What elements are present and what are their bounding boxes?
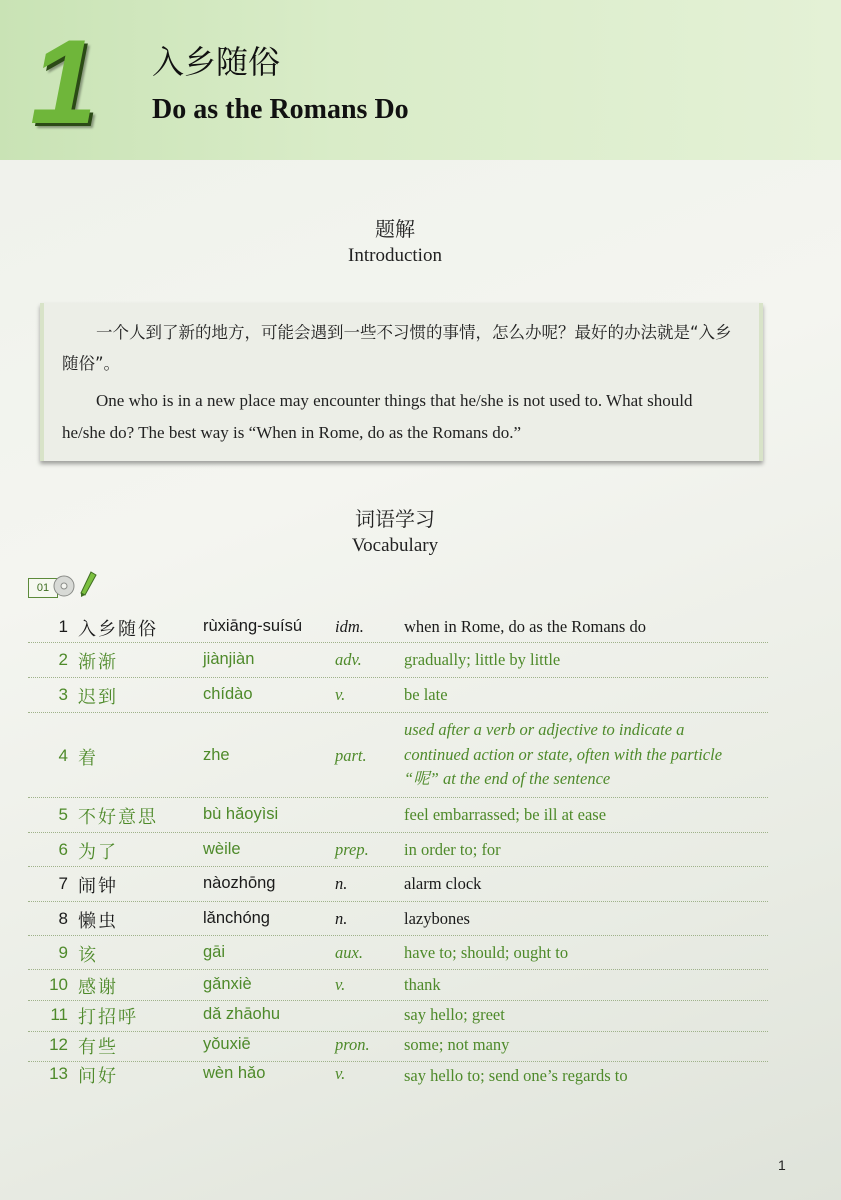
vocab-row-10 (28, 969, 768, 1001)
vocab-number: 4 (58, 746, 68, 765)
vocab-part-of-speech: n. (335, 909, 348, 928)
vocab-definition: when in Rome, do as the Romans do (404, 617, 646, 636)
vocab-row-1 (28, 608, 768, 643)
introduction-text-english: One who is in a new place may encounter things that he/she is not used to. What should he/she do? The best way is “When in Rome, do as the Romans do.” (62, 391, 693, 442)
vocab-pinyin: lǎnchóng (203, 909, 270, 927)
vocab-part-of-speech: part. (335, 746, 367, 765)
vocabulary-heading-english: Vocabulary (351, 535, 439, 556)
vocab-pinyin: jiànjiàn (203, 650, 255, 668)
vocab-definition: be late (404, 685, 448, 704)
vocab-row-9 (28, 935, 768, 970)
vocab-row-12 (28, 1031, 768, 1062)
introduction-text-chinese: 一个人到了新的地方，可能会遇到一些不习惯的事情，怎么办呢？最好的办法就是“入乡随俗”。 (62, 323, 732, 373)
vocab-pinyin: wèile (203, 840, 241, 858)
vocab-pinyin: rùxiāng-suísú (203, 617, 303, 635)
vocab-number: 6 (58, 840, 68, 859)
vocab-number: 10 (49, 975, 68, 994)
vocab-chinese: 该 (78, 945, 98, 966)
introduction-heading-chinese: 题解 (375, 217, 415, 241)
vocab-definition: alarm clock (404, 874, 482, 893)
vocab-number: 12 (49, 1035, 68, 1054)
vocab-chinese: 为了 (78, 842, 118, 863)
vocab-row-13 (28, 1061, 768, 1093)
vocab-chinese: 感谢 (78, 977, 118, 998)
vocab-row-3 (28, 677, 768, 713)
introduction-heading-english: Introduction (348, 245, 442, 266)
vocab-part-of-speech: v. (335, 1064, 346, 1083)
vocab-pinyin: chídào (203, 685, 253, 703)
vocab-part-of-speech: aux. (335, 943, 363, 962)
cd-icon (52, 574, 76, 598)
vocab-definition: thank (404, 975, 441, 994)
vocab-chinese: 入乡随俗 (78, 619, 158, 640)
vocab-number: 5 (58, 805, 68, 824)
vocab-row-2 (28, 642, 768, 678)
vocab-definition: gradually; little by little (404, 650, 561, 669)
vocab-part-of-speech: n. (335, 874, 348, 893)
page-number: 1 (778, 1157, 786, 1173)
vocab-chinese: 渐渐 (78, 652, 118, 673)
vocab-row-6 (28, 832, 768, 867)
vocab-part-of-speech: pron. (335, 1035, 370, 1054)
lesson-title-chinese: 入乡随俗 (152, 43, 281, 81)
vocab-pinyin: gāi (203, 943, 226, 961)
introduction-box (40, 303, 763, 461)
vocab-pinyin: dǎ zhāohu (203, 1005, 281, 1023)
header-band (0, 0, 841, 160)
vocab-part-of-speech: adv. (335, 650, 362, 669)
vocab-chinese: 打招呼 (78, 1007, 138, 1028)
vocab-number: 3 (58, 685, 68, 704)
vocab-number: 7 (58, 874, 68, 893)
vocab-number: 11 (50, 1005, 68, 1024)
vocab-definition: feel embarrassed; be ill at ease (404, 805, 607, 824)
vocab-part-of-speech: v. (335, 685, 346, 704)
vocab-number: 8 (58, 909, 68, 928)
vocab-row-7 (28, 866, 768, 902)
vocab-chinese: 有些 (78, 1037, 118, 1058)
introduction-heading (0, 216, 790, 268)
vocab-number: 1 (58, 617, 68, 636)
lesson-title-english: Do as the Romans Do (152, 94, 409, 125)
vocab-pinyin: wèn hǎo (203, 1064, 266, 1082)
vocab-number: 13 (49, 1064, 68, 1083)
vocab-chinese: 不好意思 (78, 807, 158, 828)
vocab-part-of-speech: idm. (335, 617, 364, 636)
vocab-row-8 (28, 901, 768, 936)
vocab-pinyin: bù hǎoyìsi (203, 805, 279, 823)
vocab-definition: have to; should; ought to (404, 943, 569, 962)
vocab-number: 2 (58, 650, 68, 669)
vocab-row-5 (28, 797, 768, 833)
vocab-definition: lazybones (404, 909, 470, 928)
vocab-part-of-speech: prep. (335, 840, 369, 859)
vocab-chinese: 闹钟 (78, 876, 118, 897)
vocab-row-11 (28, 1000, 768, 1032)
vocab-pinyin: yǒuxiē (203, 1035, 251, 1053)
vocab-pinyin: nàozhōng (203, 874, 276, 892)
lesson-number: 1 (30, 15, 97, 149)
vocab-number: 9 (58, 943, 68, 962)
vocab-definition: some; not many (404, 1035, 510, 1054)
vocab-chinese: 懒虫 (78, 911, 118, 932)
vocab-pinyin: gǎnxiè (203, 975, 252, 993)
vocab-chinese: 着 (78, 748, 98, 769)
vocab-pinyin: zhe (203, 746, 230, 764)
audio-track-badge[interactable]: 01 (28, 578, 58, 598)
vocabulary-heading (0, 506, 790, 558)
vocab-definition: say hello to; send one’s regards to (404, 1066, 628, 1085)
vocabulary-heading-chinese: 词语学习 (355, 507, 435, 531)
vocab-part-of-speech: v. (335, 975, 346, 994)
reading-pen-icon (76, 570, 98, 598)
vocab-definition: used after a verb or adjective to indicate a continued action or state, often with the particle “呢” at the end of the sentence (404, 720, 723, 788)
vocab-row-4 (28, 712, 768, 798)
vocab-chinese: 问好 (78, 1066, 118, 1087)
vocab-chinese: 迟到 (78, 687, 118, 708)
vocab-definition: in order to; for (404, 840, 501, 859)
vocab-definition: say hello; greet (404, 1005, 505, 1024)
